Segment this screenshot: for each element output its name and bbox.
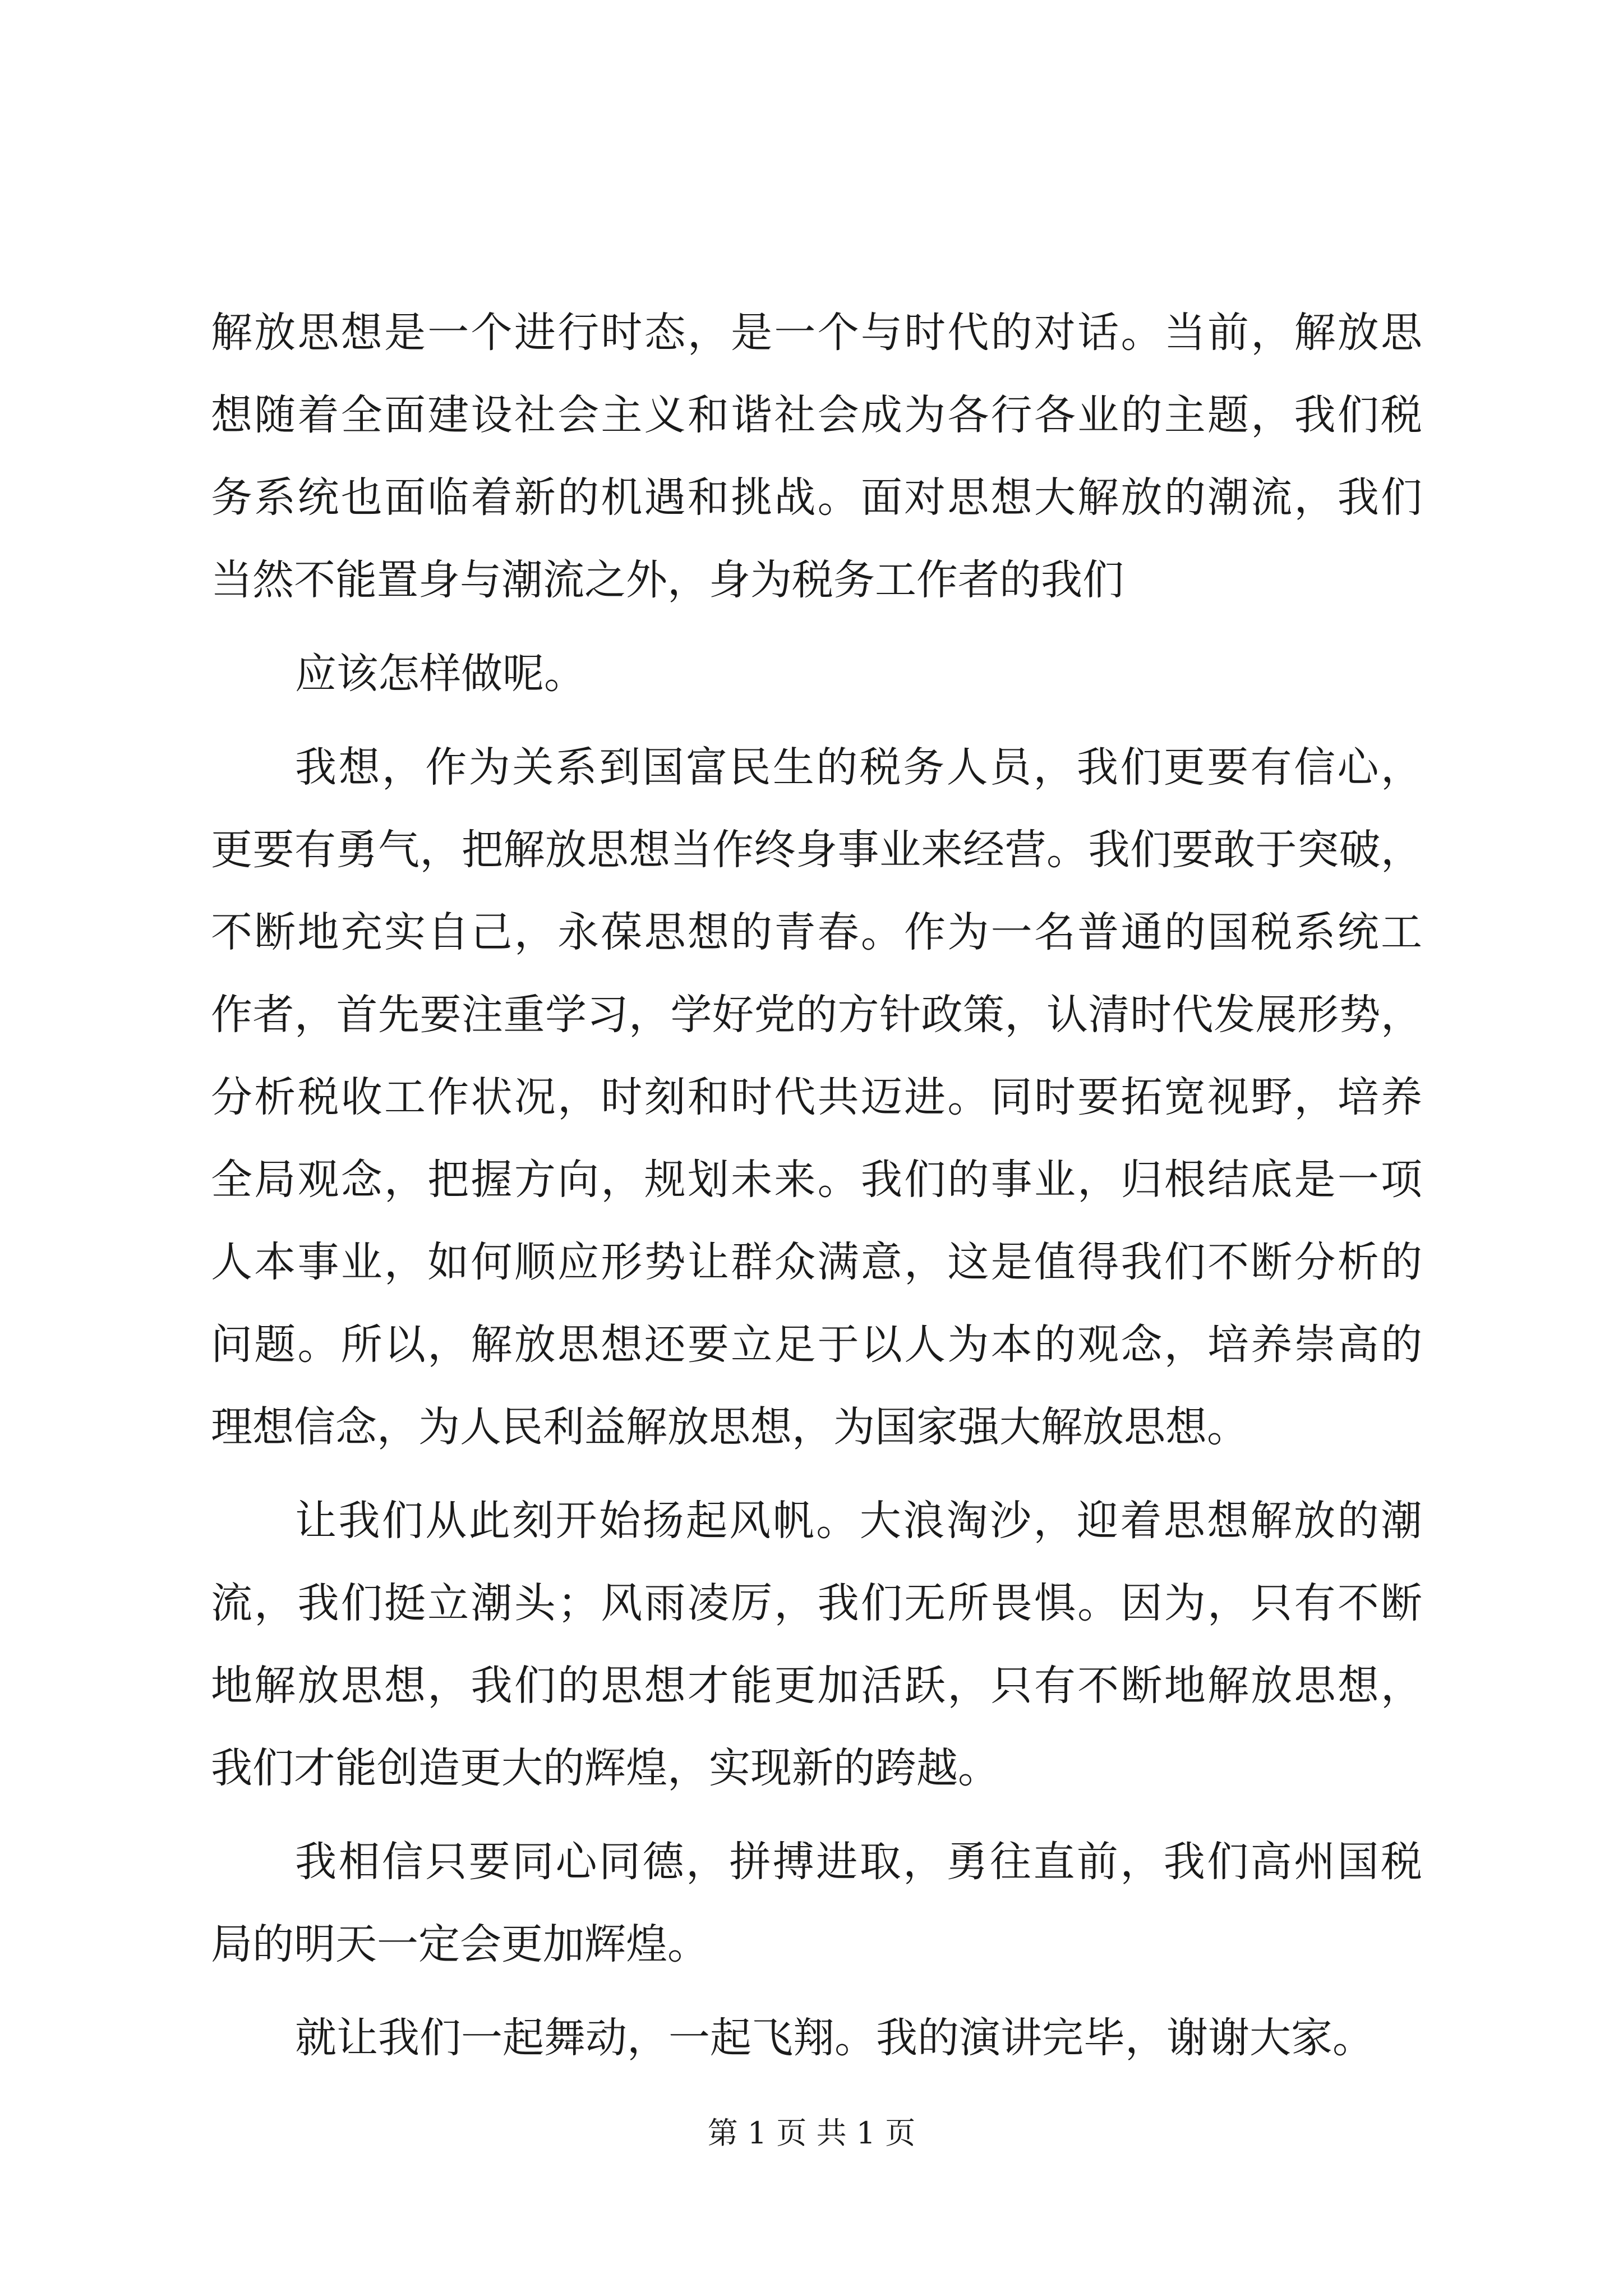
- document-body: [211, 292, 1422, 2079]
- paragraph-1: [211, 292, 1422, 622]
- text-line: 人本事业，如何顺应形势让群众满意，这是值得我们不断分析的: [211, 1238, 1422, 1286]
- text-line: 我们才能创造更大的辉煌，实现新的跨越。: [211, 1744, 999, 1792]
- text-line: 不断地充实自己，永葆思想的青春。作为一名普通的国税系统工: [211, 908, 1422, 956]
- text-line: 解放思想是一个进行时态，是一个与时代的对话。当前，解放思: [211, 309, 1422, 357]
- text-line: 问题。所以，解放思想还要立足于以人为本的观念，培养崇高的: [211, 1320, 1422, 1369]
- paragraph-6: [211, 1997, 1422, 2079]
- text-line: 想随着全面建设社会主义和谐社会成为各行各业的主题，我们税: [211, 391, 1422, 439]
- paragraph-3: [211, 726, 1422, 1469]
- text-line: 我相信只要同心同德，拼搏进取，勇往直前，我们高州国税: [295, 1838, 1422, 1886]
- text-line: 局的明天一定会更加辉煌。: [211, 1920, 709, 1968]
- text-line: 全局观念，把握方向，规划未来。我们的事业，归根结底是一项: [211, 1156, 1422, 1204]
- text-line: 务系统也面临着新的机遇和挑战。面对思想大解放的潮流，我们: [211, 473, 1422, 522]
- text-line: 就让我们一起舞动，一起飞翔。我的演讲完毕，谢谢大家。: [295, 2014, 1374, 2062]
- text-line: 理想信念，为人民利益解放思想，为国家强大解放思想。: [211, 1403, 1248, 1451]
- text-line: 更要有勇气，把解放思想当作终身事业来经营。我们要敢于突破，: [211, 826, 1422, 874]
- text-line: 让我们从此刻开始扬起风帆。大浪淘沙，迎着思想解放的潮: [295, 1497, 1422, 1545]
- text-line: 当然不能置身与潮流之外，身为税务工作者的我们: [211, 556, 1124, 604]
- text-line: 作者，首先要注重学习，学好党的方针政策，认清时代发展形势，: [211, 991, 1422, 1039]
- text-line: 我想，作为关系到国富民生的税务人员，我们更要有信心，: [295, 743, 1422, 792]
- paragraph-4: [211, 1480, 1422, 1810]
- page-number-footer: 第 1 页 共 1 页: [707, 2115, 916, 2151]
- text-line: 分析税收工作状况，时刻和时代共迈进。同时要拓宽视野，培养: [211, 1073, 1422, 1121]
- text-line: 流，我们挺立潮头；风雨凌厉，我们无所畏惧。因为，只有不断: [211, 1579, 1422, 1627]
- paragraph-5: [211, 1821, 1422, 1986]
- text-line: 应该怎样做呢。: [295, 650, 585, 698]
- paragraph-2: [211, 633, 1422, 715]
- text-line: 地解放思想，我们的思想才能更加活跃，只有不断地解放思想，: [211, 1662, 1422, 1710]
